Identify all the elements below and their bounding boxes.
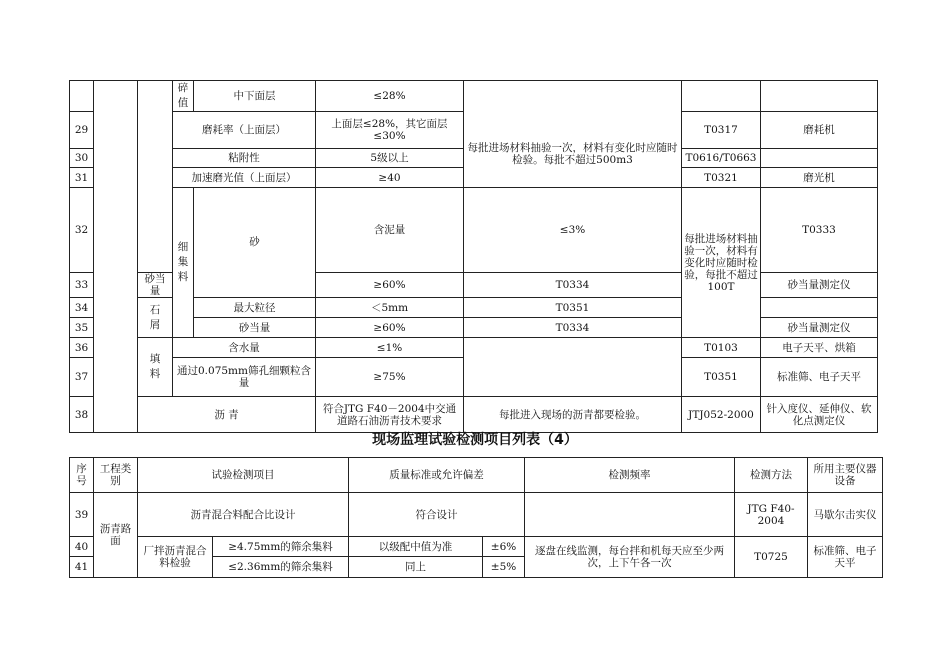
equipment: 磨耗机 bbox=[761, 112, 878, 149]
test-item: 粘附性 bbox=[173, 149, 316, 168]
header-standard: 质量标准或允许偏差 bbox=[349, 458, 525, 493]
test-method: JTG F40-2004 bbox=[735, 493, 808, 537]
row-number: 29 bbox=[70, 112, 94, 149]
quality-standard: ＜5mm bbox=[316, 298, 464, 318]
test-method: T0334 bbox=[464, 273, 682, 298]
quality-standard: 5级以上 bbox=[316, 149, 464, 168]
quality-standard: 符合JTG F40－2004中交通道路石油沥青技术要求 bbox=[316, 397, 464, 433]
row-number: 32 bbox=[70, 188, 94, 273]
test-item: 最大粒径 bbox=[194, 298, 316, 318]
test-item: 通过0.075mm筛孔细颗粒含量 bbox=[173, 358, 316, 397]
quality-standard: ≥40 bbox=[316, 168, 464, 188]
quality-standard: ≤3% bbox=[464, 188, 682, 273]
row-number: 30 bbox=[70, 149, 94, 168]
quality-standard: ≤28% bbox=[316, 81, 464, 112]
test-frequency-blank bbox=[464, 338, 682, 397]
material-cell bbox=[138, 81, 173, 273]
sub-group-sand: 砂 bbox=[194, 188, 316, 298]
test-method: T0321 bbox=[682, 168, 761, 188]
test-item: 中下面层 bbox=[194, 81, 316, 112]
row-number bbox=[70, 81, 94, 112]
test-item: 加速磨光值（上面层） bbox=[173, 168, 316, 188]
test-item: 砂当量 bbox=[194, 318, 316, 338]
equipment: 马歇尔击实仪 bbox=[808, 493, 883, 537]
quality-standard: ≤1% bbox=[316, 338, 464, 358]
equipment: 砂当量测定仪 bbox=[761, 273, 878, 298]
equipment bbox=[761, 298, 878, 318]
test-items-table bbox=[69, 80, 878, 433]
sub-item: ≥4.75mm的筛余集料 bbox=[213, 537, 349, 557]
sub-group-label: 碎值 bbox=[173, 81, 194, 112]
row-number: 35 bbox=[70, 318, 94, 338]
test-method: T0317 bbox=[682, 112, 761, 149]
test-method: T0334 bbox=[464, 318, 682, 338]
equipment: 电子天平、烘箱 bbox=[761, 338, 878, 358]
table-row bbox=[70, 81, 878, 112]
equipment bbox=[761, 149, 878, 168]
test-method: T0351 bbox=[464, 298, 682, 318]
tolerance: ±5% bbox=[483, 557, 525, 578]
equipment: 砂当量测定仪 bbox=[761, 318, 878, 338]
row-number: 41 bbox=[70, 557, 94, 578]
category-value: 沥青路面 bbox=[94, 493, 138, 578]
header-test-item: 试验检测项目 bbox=[138, 458, 349, 493]
row-number: 31 bbox=[70, 168, 94, 188]
group-label: 厂拌沥青混合料检验 bbox=[138, 537, 213, 578]
row-number: 40 bbox=[70, 537, 94, 557]
table-row bbox=[70, 188, 878, 273]
sub-group-stone-chips: 石屑 bbox=[138, 298, 173, 338]
header-method: 检测方法 bbox=[735, 458, 808, 493]
onsite-test-items-table-4 bbox=[69, 457, 883, 578]
sub-item: ≤2.36mm的筛余集料 bbox=[213, 557, 349, 578]
quality-standard: 同上 bbox=[349, 557, 483, 578]
test-method bbox=[682, 81, 761, 112]
equipment: 标准筛、电子天平 bbox=[761, 358, 878, 397]
row-number: 33 bbox=[70, 273, 94, 298]
test-frequency: 每批进入现场的沥青都要检验。 bbox=[464, 397, 682, 433]
test-item: 砂当量 bbox=[138, 273, 173, 298]
table-row bbox=[70, 537, 883, 557]
tolerance: ±6% bbox=[483, 537, 525, 557]
test-item: 沥 青 bbox=[138, 397, 316, 433]
quality-standard: 以级配中值为准 bbox=[349, 537, 483, 557]
row-number: 39 bbox=[70, 493, 94, 537]
table-row bbox=[70, 493, 883, 537]
test-frequency-blank bbox=[525, 493, 735, 537]
row-number: 34 bbox=[70, 298, 94, 318]
header-frequency: 检测频率 bbox=[525, 458, 735, 493]
test-method: T0725 bbox=[735, 537, 808, 578]
table-row bbox=[70, 397, 878, 433]
test-method: T0616/T0663 bbox=[682, 149, 761, 168]
table-row bbox=[70, 338, 878, 358]
table-header-row bbox=[70, 458, 883, 493]
quality-standard: ≥60% bbox=[316, 273, 464, 298]
equipment: 标准筛、电子天平 bbox=[808, 537, 883, 578]
table-title: 现场监理试验检测项目列表（4） bbox=[372, 432, 578, 448]
row-number: 37 bbox=[70, 358, 94, 397]
row-number: 36 bbox=[70, 338, 94, 358]
group-label-fine-aggregate: 细集料 bbox=[173, 188, 194, 338]
group-label-filler: 填料 bbox=[138, 338, 173, 397]
category-cell bbox=[94, 81, 138, 433]
test-frequency: 每批进场材料抽验一次，材料有变化时应随时检验。每批不超过500m3 bbox=[464, 81, 682, 188]
test-method: T0333 bbox=[761, 188, 878, 273]
equipment: 磨光机 bbox=[761, 168, 878, 188]
quality-standard: 上面层≤28%，其它面层≤30% bbox=[316, 112, 464, 149]
quality-standard: ≥60% bbox=[316, 318, 464, 338]
equipment: 针入度仪、延伸仪、软化点测定仪 bbox=[761, 397, 878, 433]
test-item: 沥青混合料配合比设计 bbox=[138, 493, 349, 537]
test-frequency: 逐盘在线监测，每台拌和机每天应至少两次，上下午各一次 bbox=[525, 537, 735, 578]
header-equipment: 所用主要仪器设备 bbox=[808, 458, 883, 493]
quality-standard: 符合设计 bbox=[349, 493, 525, 537]
test-method: T0351 bbox=[682, 358, 761, 397]
quality-standard: ≥75% bbox=[316, 358, 464, 397]
header-category: 工程类别 bbox=[94, 458, 138, 493]
test-method: T0103 bbox=[682, 338, 761, 358]
test-item: 含泥量 bbox=[316, 188, 464, 273]
test-item: 含水量 bbox=[173, 338, 316, 358]
row-number: 38 bbox=[70, 397, 94, 433]
header-no: 序号 bbox=[70, 458, 94, 493]
test-frequency: 每批进场材料抽验一次，材料有变化时应随时检验，每批不超过100T bbox=[682, 188, 761, 338]
test-method: JTJ052-2000 bbox=[682, 397, 761, 433]
equipment bbox=[761, 81, 878, 112]
test-item: 磨耗率（上面层） bbox=[173, 112, 316, 149]
